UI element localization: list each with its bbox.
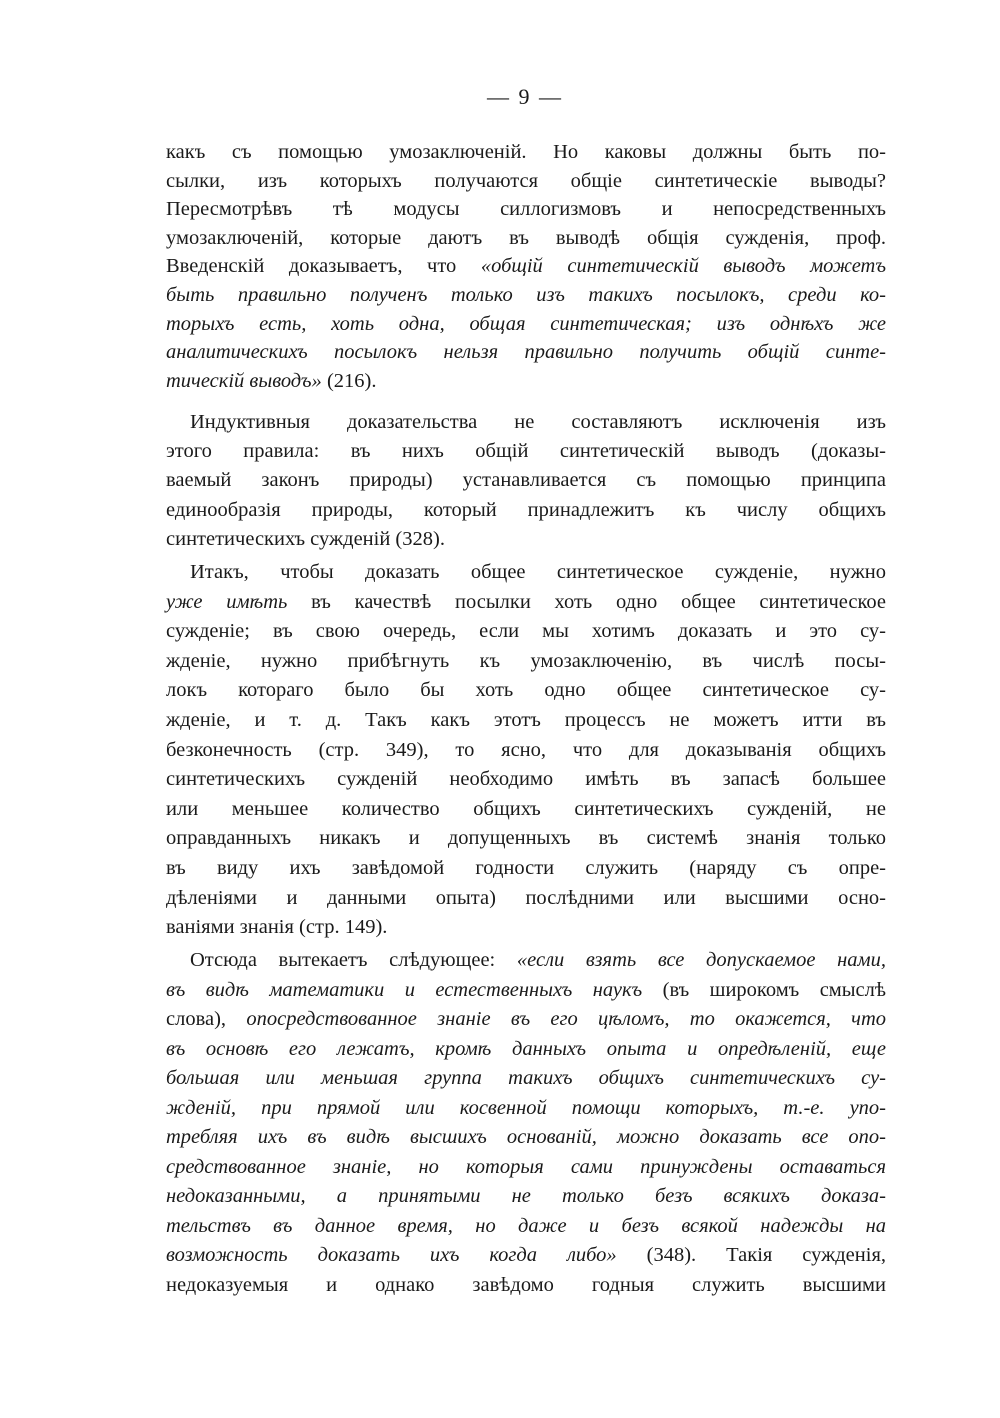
italic-quote-segment: торыхъ есть, хоть одна, общая синтетическая; изъ однѣхъ же	[166, 312, 886, 335]
text-segment: умозаключеній, которые даютъ въ выводѣ общія сужденія, проф.	[166, 226, 886, 249]
text-line	[166, 1123, 886, 1151]
text-line	[166, 854, 886, 882]
text-line	[166, 338, 886, 366]
text-line	[166, 310, 886, 338]
text-segment: оправданныхъ никакъ и допущенныхъ въ системѣ знанія только	[166, 827, 886, 850]
text-segment: Пересмотрѣвъ тѣ модусы силлогизмовъ и непосредственныхъ	[166, 198, 886, 221]
text-segment: жденіе, и т. д. Такъ какъ этотъ процессъ не можетъ итти въ	[166, 709, 886, 731]
text-segment: въ качествѣ посылки хоть одно общее синтетическое	[287, 590, 886, 613]
text-line	[166, 167, 886, 195]
text-line	[166, 736, 886, 764]
text-line	[166, 588, 886, 616]
text-line	[166, 224, 886, 252]
text-line	[166, 252, 886, 280]
text-line	[166, 1271, 886, 1299]
text-line	[166, 367, 886, 395]
text-line	[166, 1241, 886, 1269]
text-segment: этого правила: въ нихъ общій синтетическій выводъ (доказы-	[166, 440, 886, 463]
text-line	[190, 558, 886, 586]
italic-quote-segment: требляя ихъ въ видѣ высшихъ основаній, можно доказать все опо-	[166, 1126, 886, 1148]
text-segment: синтетическихъ сужденій (328).	[166, 527, 445, 550]
text-line	[166, 676, 886, 704]
italic-quote-segment: недоказанными, а принятыми не только безъ всякихъ доказа-	[166, 1185, 886, 1207]
text-segment: (въ широкомъ смыслѣ	[642, 978, 886, 1001]
text-line	[166, 647, 886, 675]
italic-quote-segment: возможность доказать ихъ когда либо»	[166, 1244, 617, 1266]
text-line	[166, 195, 886, 223]
italic-quote-segment: жденій, при прямой или косвенной помощи которыхъ, т.-е. упо-	[166, 1096, 886, 1119]
italic-quote-segment: средствованное знаніе, но которыя сами принуждены оставаться	[166, 1155, 886, 1178]
text-line	[166, 976, 886, 1004]
text-line	[166, 466, 886, 494]
text-line	[166, 1182, 886, 1210]
italic-quote-segment: быть правильно полученъ только изъ такихъ посылокъ, среди ко-	[166, 284, 886, 306]
italic-quote-segment: уже имѣть	[166, 590, 288, 613]
text-line	[166, 525, 886, 553]
italic-quote-segment: въ основѣ его лежатъ, кромѣ данныхъ опыта и опредѣленій, еще	[166, 1037, 886, 1060]
text-segment: Индуктивныя доказательства не составляютъ исключенія изъ	[190, 411, 886, 433]
text-line	[166, 617, 886, 645]
italic-quote-segment: тельствъ въ данное время, но даже и безъ всякой надежды на	[166, 1214, 886, 1237]
text-segment: или меньшее количество общихъ синтетическихъ сужденій, не	[166, 797, 886, 820]
text-line	[166, 765, 886, 793]
text-line	[166, 795, 886, 823]
text-segment: Итакъ, чтобы доказать общее синтетическое сужденіе, нужно	[190, 561, 886, 583]
text-segment: недоказуемыя и однако завѣдомо годныя служить высшими	[166, 1273, 886, 1296]
text-segment: ваемый законъ природы) устанавливается съ помощью принципа	[166, 469, 886, 492]
text-segment: слова),	[166, 1008, 247, 1030]
text-line	[166, 1153, 886, 1181]
text-line	[166, 1035, 886, 1063]
text-line	[166, 884, 886, 912]
text-segment: сылки, изъ которыхъ получаются общіе синтетическіе выводы?	[166, 169, 886, 192]
text-segment: Отсюда вытекаетъ слѣдующее:	[190, 949, 517, 971]
text-line	[166, 138, 886, 166]
text-segment: въ виду ихъ завѣдомой годности служить (наряду съ опре-	[166, 857, 886, 879]
text-segment: сужденіе; въ свою очередь, если мы хотимъ доказать и это су-	[166, 620, 886, 643]
text-segment: безконечность (стр. 349), то ясно, что для доказыванія общихъ	[166, 738, 886, 761]
text-segment: ваніями знанія (стр. 149).	[166, 916, 388, 939]
text-line	[166, 824, 886, 852]
text-line	[166, 281, 886, 309]
text-line	[166, 913, 886, 941]
text-line	[166, 496, 886, 524]
italic-quote-segment: опосредствованное знаніе въ его цѣломъ, то окажется, что	[246, 1008, 886, 1030]
text-line	[166, 1064, 886, 1092]
text-segment: (348). Такія сужденія,	[616, 1244, 886, 1266]
italic-quote-segment: аналитическихъ посылокъ нельзя правильно получить общій синте-	[166, 341, 886, 364]
text-line	[166, 1212, 886, 1240]
text-segment: дѣленіями и данными опыта) послѣдними или высшими осно-	[166, 886, 886, 909]
text-segment: жденіе, нужно прибѣгнуть къ умозаключенію, въ числѣ посы-	[166, 649, 886, 672]
text-line	[166, 1005, 886, 1033]
text-segment: единообразія природы, который принадлежитъ къ числу общихъ	[166, 498, 886, 521]
italic-quote-segment: тическій выводъ»	[166, 369, 322, 392]
text-line	[190, 408, 886, 436]
italic-quote-segment: въ видѣ математики и естественныхъ наукъ	[166, 978, 643, 1001]
page-number: — 9 —	[487, 84, 563, 109]
text-line	[166, 437, 886, 465]
text-segment: синтетическихъ сужденій необходимо имѣть въ запасѣ большее	[166, 768, 886, 791]
italic-quote-segment: «общій синтетическій выводъ можетъ	[480, 255, 886, 278]
text-segment: какъ съ помощью умозаключеній. Но каковы должны быть по-	[166, 141, 886, 163]
text-line	[166, 1094, 886, 1122]
text-line	[166, 706, 886, 734]
text-line	[190, 946, 886, 974]
text-segment: (216).	[321, 369, 377, 392]
text-segment: локъ котораго было бы хоть одно общее синтетическое су-	[166, 679, 886, 702]
text-segment: Введенскій доказываетъ, что	[166, 255, 481, 278]
italic-quote-segment: «если взять все допускаемое нами,	[516, 949, 886, 971]
italic-quote-segment: большая или меньшая группа такихъ общихъ синтетическихъ су-	[166, 1067, 886, 1089]
